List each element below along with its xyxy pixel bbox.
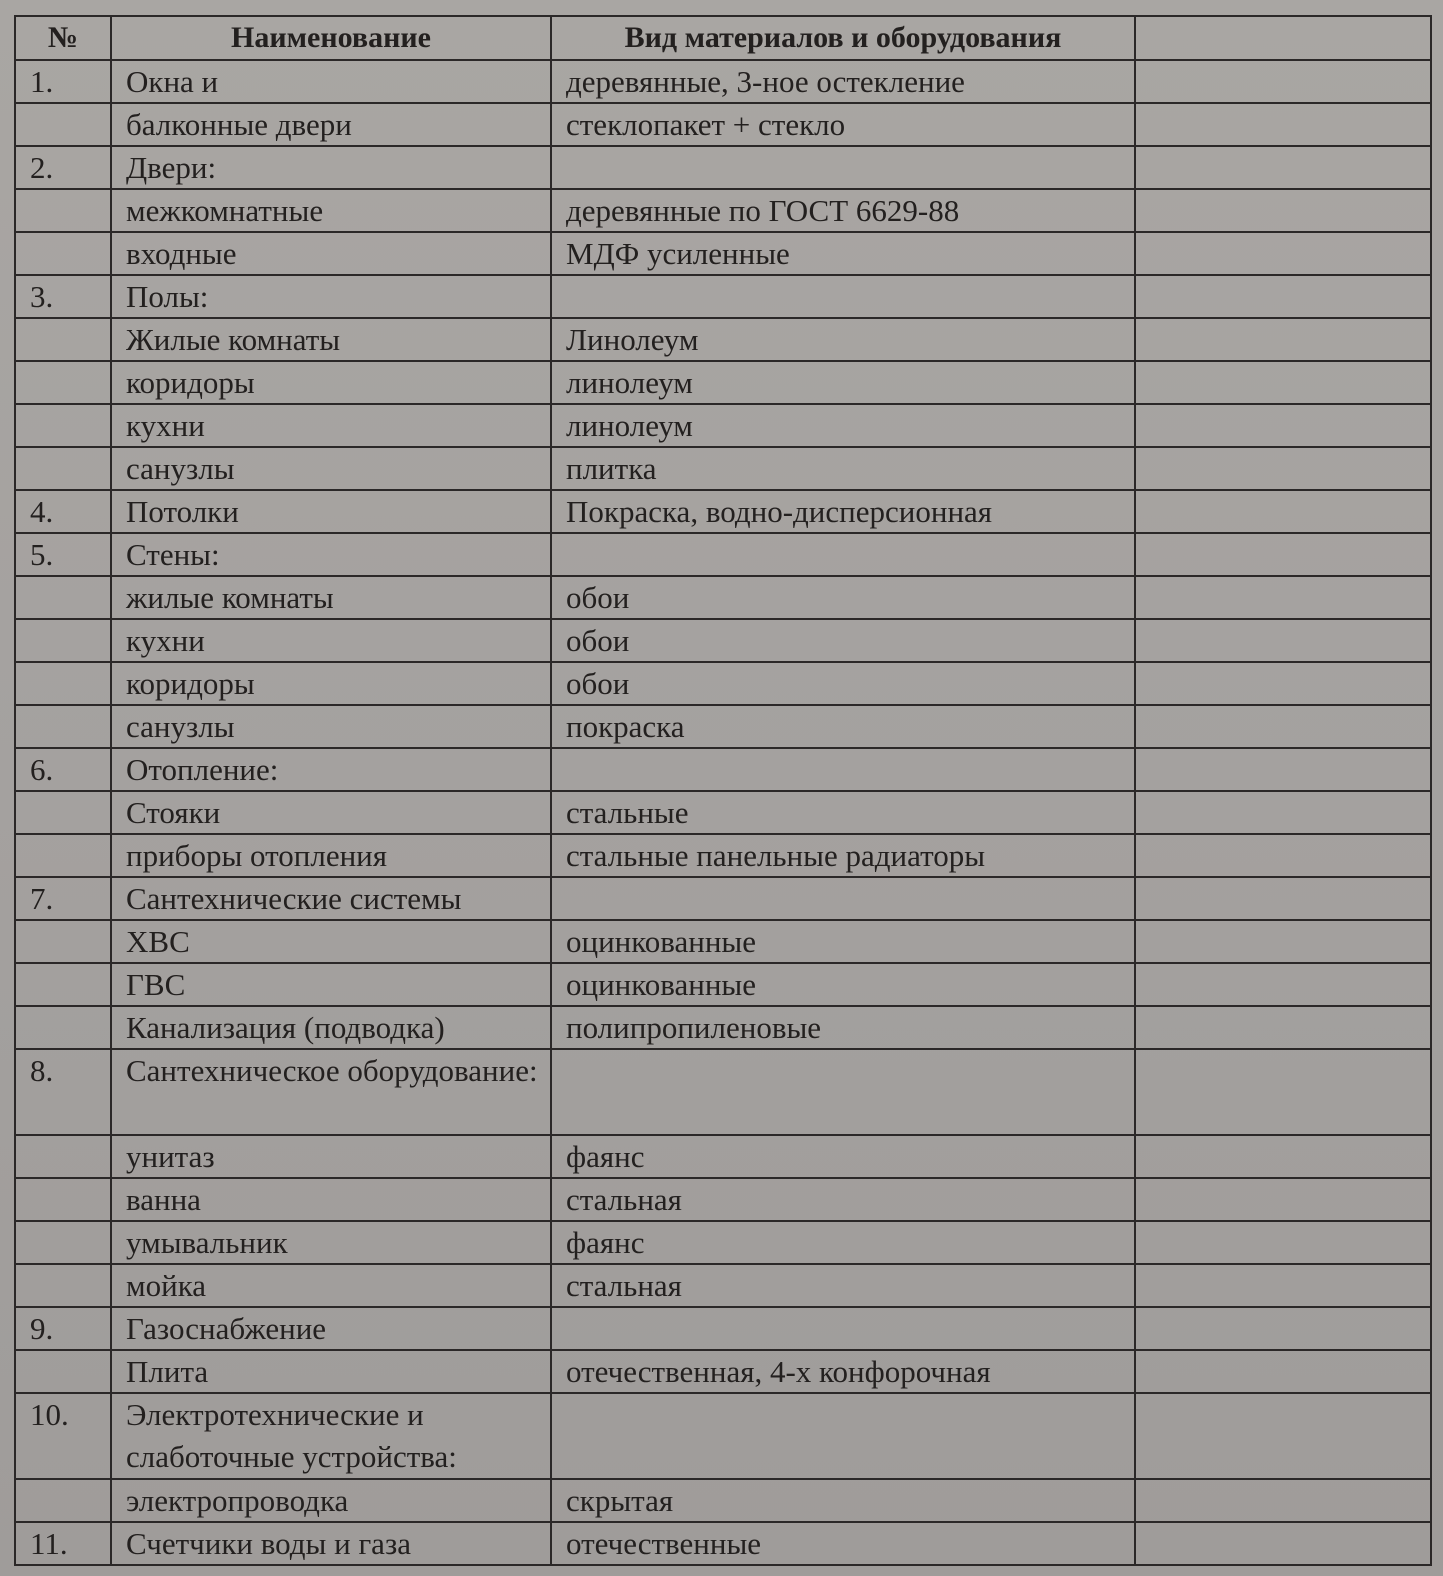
table-row: [15, 1393, 1431, 1479]
header-extra: [1135, 16, 1431, 60]
row-material: фаянс: [551, 1135, 1135, 1178]
row-material: стальная: [551, 1178, 1135, 1221]
row-material: фаянс: [551, 1221, 1135, 1264]
row-material: [551, 1307, 1135, 1350]
row-extra: [1135, 619, 1431, 662]
row-name: санузлы: [111, 705, 551, 748]
row-num: [15, 1264, 111, 1307]
table-row: [15, 834, 1431, 877]
row-material: полипропиленовые: [551, 1006, 1135, 1049]
row-num: [15, 662, 111, 705]
row-material: плитка: [551, 447, 1135, 490]
row-extra: [1135, 1049, 1431, 1135]
row-extra: [1135, 404, 1431, 447]
row-extra: [1135, 1522, 1431, 1565]
row-extra: [1135, 1307, 1431, 1350]
row-material: [551, 146, 1135, 189]
row-material: обои: [551, 576, 1135, 619]
row-name: ГВС: [111, 963, 551, 1006]
table-row: [15, 490, 1431, 533]
row-num: [15, 963, 111, 1006]
row-num: [15, 1135, 111, 1178]
row-name: электропроводка: [111, 1479, 551, 1522]
table-row: [15, 1178, 1431, 1221]
row-material: отечественные: [551, 1522, 1135, 1565]
table-body: [15, 60, 1431, 1565]
row-extra: [1135, 447, 1431, 490]
row-material: скрытая: [551, 1479, 1135, 1522]
row-num: 8.: [15, 1049, 111, 1135]
row-extra: [1135, 490, 1431, 533]
row-name: коридоры: [111, 662, 551, 705]
row-extra: [1135, 1006, 1431, 1049]
row-extra: [1135, 1221, 1431, 1264]
row-extra: [1135, 146, 1431, 189]
row-extra: [1135, 1350, 1431, 1393]
table-row: [15, 705, 1431, 748]
row-num: [15, 1006, 111, 1049]
row-extra: [1135, 791, 1431, 834]
row-name: кухни: [111, 619, 551, 662]
row-extra: [1135, 1393, 1431, 1479]
row-material: стальные панельные радиаторы: [551, 834, 1135, 877]
table-row: [15, 533, 1431, 576]
table-row: [15, 1522, 1431, 1565]
row-extra: [1135, 189, 1431, 232]
row-name: Полы:: [111, 275, 551, 318]
row-num: [15, 318, 111, 361]
row-extra: [1135, 318, 1431, 361]
row-num: [15, 232, 111, 275]
row-name: санузлы: [111, 447, 551, 490]
table-header-row: [15, 16, 1431, 60]
table-row: [15, 1350, 1431, 1393]
row-material: оцинкованные: [551, 963, 1135, 1006]
materials-table: [14, 15, 1432, 1566]
row-material: деревянные по ГОСТ 6629-88: [551, 189, 1135, 232]
row-name: унитаз: [111, 1135, 551, 1178]
row-num: [15, 404, 111, 447]
row-material: оцинкованные: [551, 920, 1135, 963]
row-name: балконные двери: [111, 103, 551, 146]
row-material: Линолеум: [551, 318, 1135, 361]
row-extra: [1135, 877, 1431, 920]
table-row: [15, 662, 1431, 705]
row-num: 10.: [15, 1393, 111, 1479]
row-num: [15, 103, 111, 146]
row-material: [551, 877, 1135, 920]
row-num: [15, 1479, 111, 1522]
row-name: межкомнатные: [111, 189, 551, 232]
row-name: Канализация (подводка): [111, 1006, 551, 1049]
table-row: [15, 1135, 1431, 1178]
row-extra: [1135, 705, 1431, 748]
row-num: [15, 619, 111, 662]
row-extra: [1135, 1178, 1431, 1221]
row-name: коридоры: [111, 361, 551, 404]
row-material: линолеум: [551, 361, 1135, 404]
row-material: обои: [551, 662, 1135, 705]
row-name: Жилые комнаты: [111, 318, 551, 361]
row-material: стальная: [551, 1264, 1135, 1307]
row-num: [15, 361, 111, 404]
row-extra: [1135, 963, 1431, 1006]
header-material: Вид материалов и оборудования: [551, 16, 1135, 60]
row-extra: [1135, 1135, 1431, 1178]
row-name: мойка: [111, 1264, 551, 1307]
row-name: Отопление:: [111, 748, 551, 791]
row-material: [551, 1049, 1135, 1135]
row-extra: [1135, 662, 1431, 705]
row-material: [551, 275, 1135, 318]
row-name: Сантехническое оборудование:: [111, 1049, 551, 1135]
table-row: [15, 920, 1431, 963]
row-material: [551, 533, 1135, 576]
row-num: [15, 705, 111, 748]
row-extra: [1135, 232, 1431, 275]
row-name: Стены:: [111, 533, 551, 576]
row-extra: [1135, 533, 1431, 576]
row-name: умывальник: [111, 1221, 551, 1264]
table-row: [15, 275, 1431, 318]
row-num: 2.: [15, 146, 111, 189]
table-row: [15, 1049, 1431, 1135]
table-row: [15, 232, 1431, 275]
row-name: Сантехнические системы: [111, 877, 551, 920]
row-extra: [1135, 361, 1431, 404]
row-num: 11.: [15, 1522, 111, 1565]
row-name: Окна и: [111, 60, 551, 103]
row-extra: [1135, 748, 1431, 791]
row-material: МДФ усиленные: [551, 232, 1135, 275]
table-row: [15, 576, 1431, 619]
row-material: [551, 748, 1135, 791]
row-name: ХВС: [111, 920, 551, 963]
row-extra: [1135, 275, 1431, 318]
row-num: [15, 791, 111, 834]
row-name: Двери:: [111, 146, 551, 189]
row-material: Покраска, водно-дисперсионная: [551, 490, 1135, 533]
row-name: Стояки: [111, 791, 551, 834]
row-extra: [1135, 834, 1431, 877]
row-name: входные: [111, 232, 551, 275]
header-num: №: [15, 16, 111, 60]
table-row: [15, 189, 1431, 232]
row-num: 5.: [15, 533, 111, 576]
table-row: [15, 318, 1431, 361]
table-row: [15, 963, 1431, 1006]
header-name: Наименование: [111, 16, 551, 60]
row-material: покраска: [551, 705, 1135, 748]
row-extra: [1135, 920, 1431, 963]
table-row: [15, 1264, 1431, 1307]
table-row: [15, 60, 1431, 103]
row-num: 6.: [15, 748, 111, 791]
table-row: [15, 146, 1431, 189]
row-num: [15, 920, 111, 963]
table-row: [15, 361, 1431, 404]
row-num: [15, 1178, 111, 1221]
row-name: кухни: [111, 404, 551, 447]
row-material: стеклопакет + стекло: [551, 103, 1135, 146]
table-row: [15, 103, 1431, 146]
row-num: 4.: [15, 490, 111, 533]
row-name: Потолки: [111, 490, 551, 533]
row-extra: [1135, 1264, 1431, 1307]
row-extra: [1135, 60, 1431, 103]
row-num: [15, 576, 111, 619]
table-row: [15, 877, 1431, 920]
row-num: 7.: [15, 877, 111, 920]
table-row: [15, 1307, 1431, 1350]
row-name: Счетчики воды и газа: [111, 1522, 551, 1565]
row-material: отечественная, 4-х конфорочная: [551, 1350, 1135, 1393]
row-material: линолеум: [551, 404, 1135, 447]
row-num: 3.: [15, 275, 111, 318]
row-name: Электротехнические и слаботочные устройства:: [111, 1393, 551, 1479]
table-row: [15, 791, 1431, 834]
row-name: жилые комнаты: [111, 576, 551, 619]
row-material: обои: [551, 619, 1135, 662]
table-row: [15, 619, 1431, 662]
row-num: 1.: [15, 60, 111, 103]
table-row: [15, 1479, 1431, 1522]
table-row: [15, 748, 1431, 791]
row-extra: [1135, 576, 1431, 619]
row-material: [551, 1393, 1135, 1479]
row-name: Плита: [111, 1350, 551, 1393]
row-name: Газоснабжение: [111, 1307, 551, 1350]
row-extra: [1135, 103, 1431, 146]
row-num: [15, 1221, 111, 1264]
row-num: 9.: [15, 1307, 111, 1350]
table-row: [15, 1221, 1431, 1264]
row-material: деревянные, 3-ное остекление: [551, 60, 1135, 103]
row-material: стальные: [551, 791, 1135, 834]
table-row: [15, 447, 1431, 490]
row-num: [15, 834, 111, 877]
row-num: [15, 447, 111, 490]
row-num: [15, 189, 111, 232]
row-name: ванна: [111, 1178, 551, 1221]
table-row: [15, 1006, 1431, 1049]
row-num: [15, 1350, 111, 1393]
table-row: [15, 404, 1431, 447]
row-extra: [1135, 1479, 1431, 1522]
row-name: приборы отопления: [111, 834, 551, 877]
